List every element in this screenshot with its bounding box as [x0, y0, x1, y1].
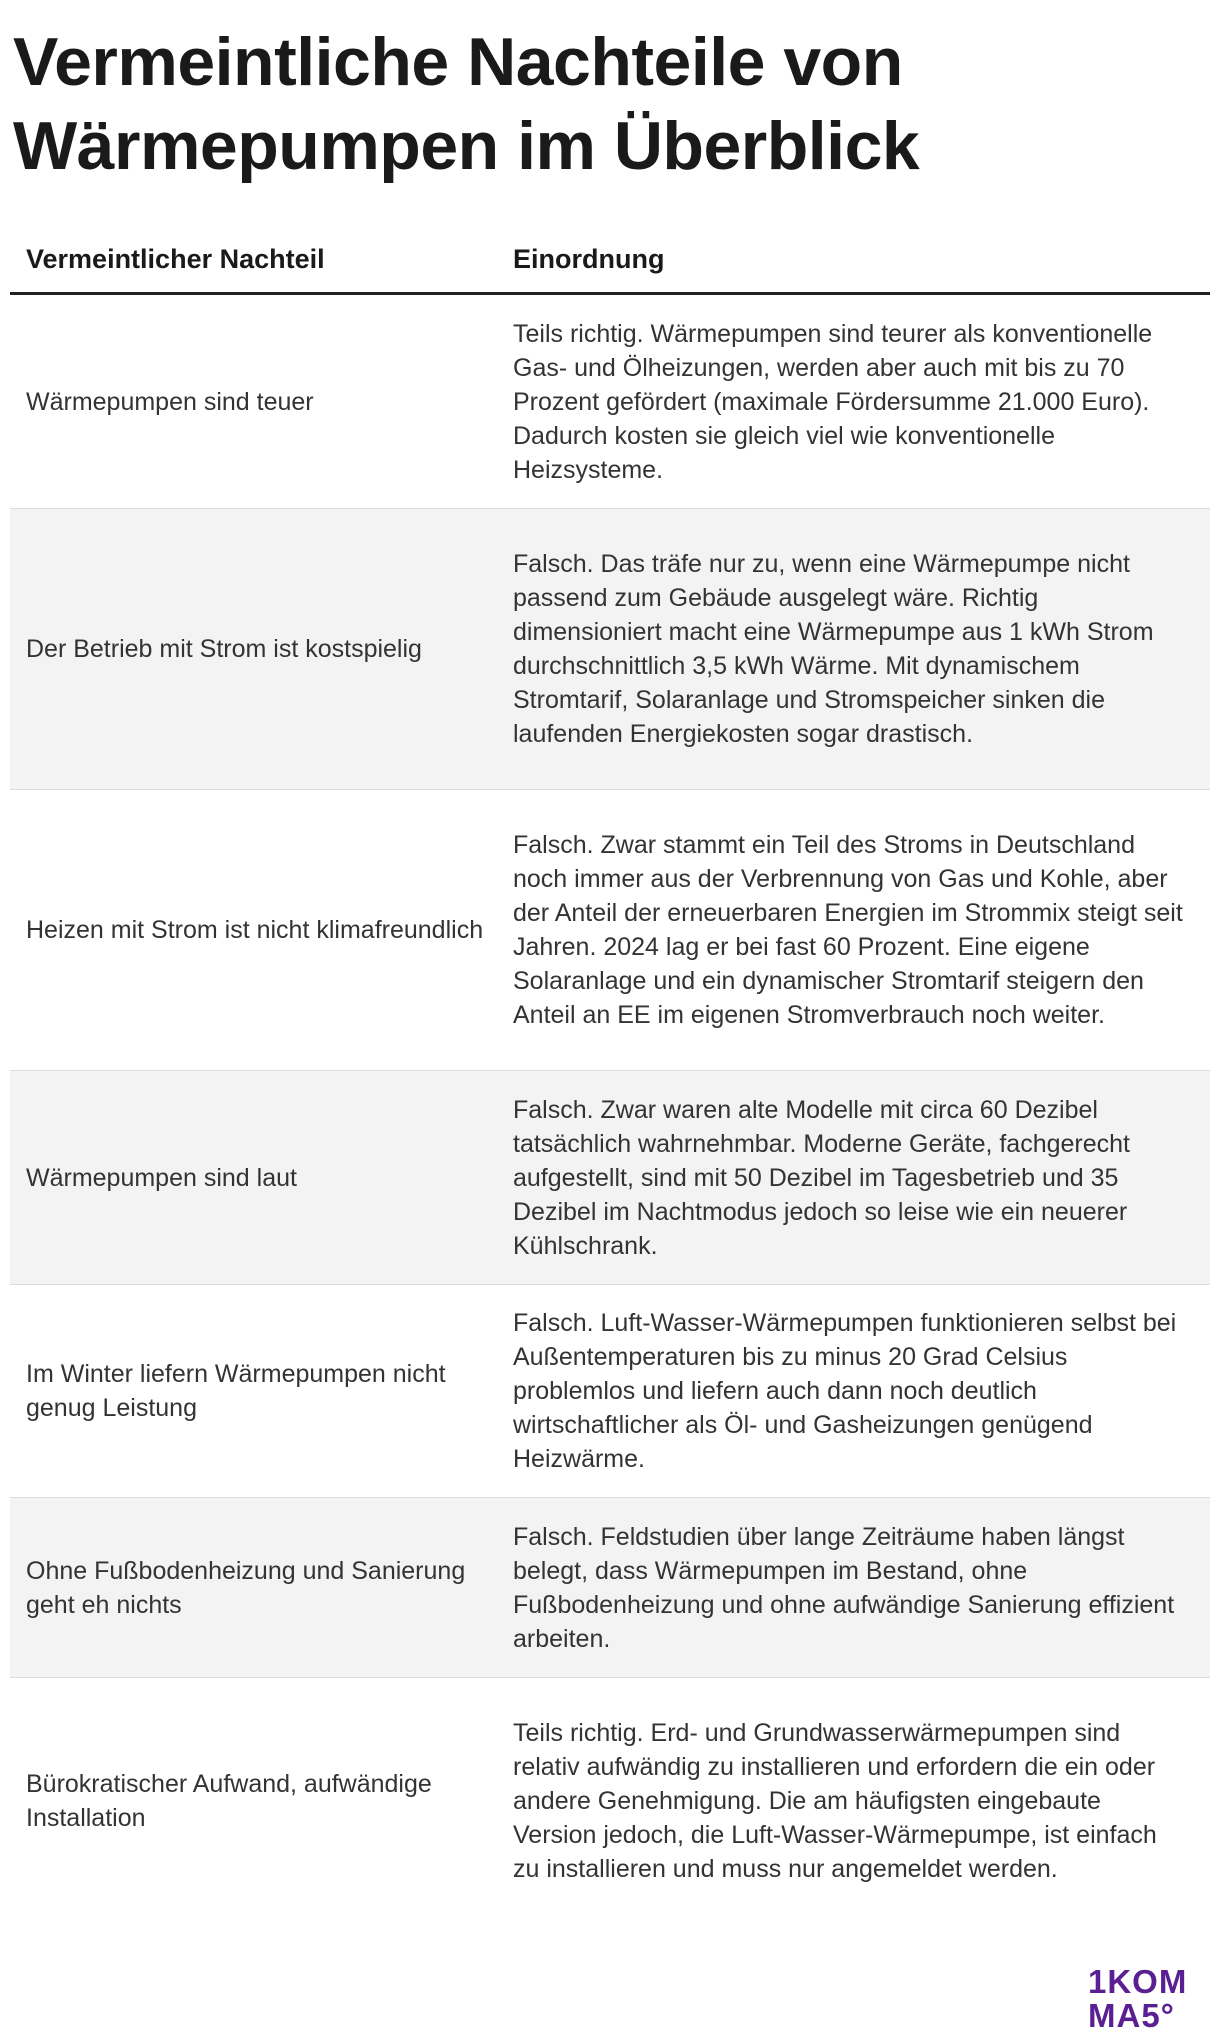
table-row: [10, 1678, 1210, 1924]
table-row: [10, 790, 1210, 1071]
row-claim: Wärmepumpen sind teuer: [26, 387, 314, 416]
table-row: [10, 295, 1210, 509]
logo-line-1: 1KOM: [1088, 1963, 1188, 2000]
row-claim: Ohne Fußbodenheizung und Sanierung geht eh nichts: [26, 1556, 466, 1619]
row-claim: Bürokratischer Aufwand, aufwändige Installation: [26, 1770, 432, 1832]
table-row: [10, 1498, 1210, 1678]
comparison-table: [10, 226, 1210, 1924]
header-assessment: Einordnung: [513, 243, 665, 274]
row-assessment: Falsch. Feldstudien über lange Zeiträume haben längst belegt, dass Wärmepumpen im Bestand, ohne Fußbodenheizung und ohne aufwändige Sanierung effizient arbeiten.: [513, 1522, 1175, 1653]
table-header: [10, 226, 1210, 295]
row-claim: Der Betrieb mit Strom ist kostspielig: [26, 635, 422, 663]
logo-line-2: MA5°: [1088, 1997, 1175, 2034]
row-assessment: Falsch. Zwar waren alte Modelle mit circa 60 Dezibel tatsächlich wahrnehmbar. Moderne Geräte, fachgerecht aufgestellt, sind mit 50 Dezibel im Tagesbetrieb und 35 Dezibel im Nachtmodus jedoch so leise wie ein neuerer Kühlschrank.: [513, 1095, 1131, 1260]
row-assessment: Falsch. Zwar stammt ein Teil des Stroms in Deutschland noch immer aus der Verbrennung von Gas und Kohle, aber der Anteil der erneuerbaren Energien im Strommix steigt seit Jahren. 2024 lag er bei fast 60 Prozent. Eine eigene Solaranlage und ein dynamischer Stromtarif steigern den Anteil an EE im eigenen Stromverbrauch noch weiter.: [513, 831, 1183, 1029]
row-assessment: Teils richtig. Wärmepumpen sind teurer als konventionelle Gas- und Ölheizungen, werden aber auch mit bis zu 70 Prozent gefördert (maximale Fördersumme 21.000 Euro). Dadurch kosten sie gleich viel wie konventionelle Heizsysteme.: [513, 319, 1153, 484]
row-claim: Wärmepumpen sind laut: [26, 1163, 297, 1192]
row-claim: Im Winter liefern Wärmepumpen nicht genug Leistung: [26, 1360, 446, 1422]
brand-logo: [1088, 1965, 1198, 2033]
page-title: Vermeintliche Nachteile von Wärmepumpen im Überblick: [13, 24, 920, 184]
row-claim: Heizen mit Strom ist nicht klimafreundlich: [26, 916, 484, 944]
table-row: [10, 1285, 1210, 1498]
table-row: [10, 1071, 1210, 1285]
header-claim: Vermeintlicher Nachteil: [26, 243, 325, 274]
table-row: [10, 509, 1210, 790]
row-assessment: Falsch. Das träfe nur zu, wenn eine Wärmepumpe nicht passend zum Gebäude ausgelegt wäre. Richtig dimensioniert macht eine Wärmepumpe aus 1 kWh Strom durchschnittlich 3,5 kWh Wärme. Mit dynamischem Stromtarif, Solaranlage und Stromspeicher sinken die laufenden Energiekosten sogar drastisch.: [513, 550, 1154, 748]
row-assessment: Falsch. Luft-Wasser-Wärmepumpen funktionieren selbst bei Außentemperaturen bis zu minus 20 Grad Celsius problemlos und liefern auch dann noch deutlich wirtschaftlicher als Öl- und Gasheizungen genügend Heizwärme.: [513, 1309, 1177, 1473]
row-assessment: Teils richtig. Erd- und Grundwasserwärmepumpen sind relativ aufwändig zu installieren und erfordern die ein oder andere Genehmigung. Die am häufigsten eingebaute Version jedoch, die Luft-Wasser-Wärmepumpe, ist einfach zu installieren und muss nur angemeldet werden.: [513, 1719, 1157, 1883]
